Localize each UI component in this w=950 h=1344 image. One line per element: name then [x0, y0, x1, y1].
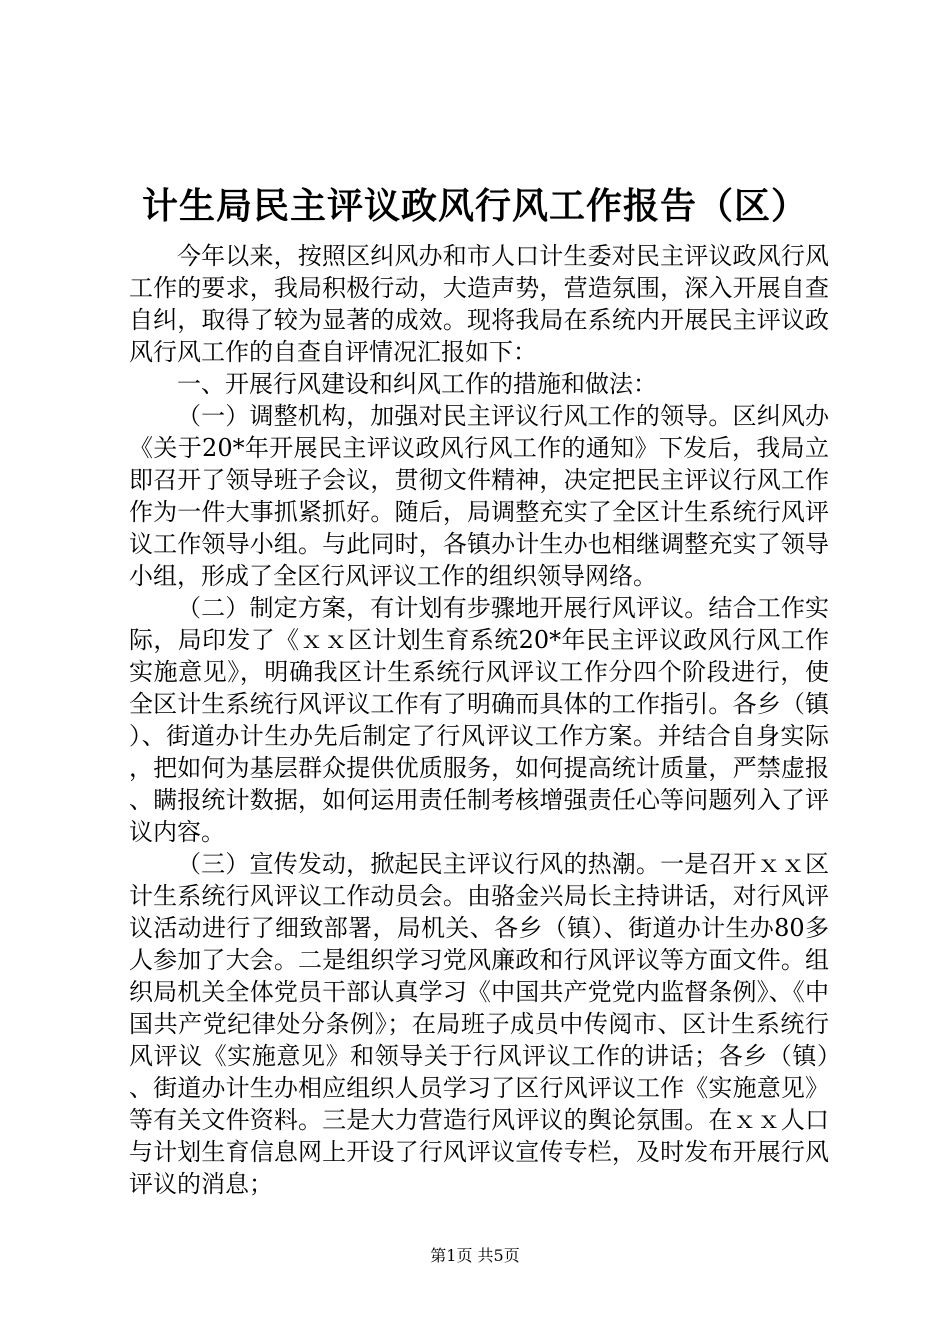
document-body: [129, 240, 829, 1200]
paragraph-item-3: （三）宣传发动，掀起民主评议行风的热潮。一是召开ｘｘ区计生系统行风评议工作动员会。由骆金兴局长主持讲话，对行风评议活动进行了细致部署，局机关、各乡（镇）、街道办计生办80多人参加了大会。二是组织学习党风廉政和行风评议等方面文件。组织局机关全体党员干部认真学习《中国共产党党内监督条例》、《中国共产党纪律处分条例》；在局班子成员中传阅市、区计生系统行风评议《实施意见》和领导关于行风评议工作的讲话；各乡（镇）、街道办计生办相应组织人员学习了区行风评议工作《实施意见》等有关文件资料。三是大力营造行风评议的舆论氛围。在ｘｘ人口与计划生育信息网上开设了行风评议宣传专栏，及时发布开展行风评议的消息；: [129, 850, 829, 1198]
paragraph-section-heading: 一、开展行风建设和纠风工作的措施和做法：: [177, 370, 657, 398]
document-title: 计生局民主评议政风行风工作报告（区）: [141, 185, 808, 227]
paragraph-item-1: （一）调整机构，加强对民主评议行风工作的领导。区纠风办《关于20*年开展民主评议政风行风工作的通知》下发后，我局立即召开了领导班子会议，贯彻文件精神，决定把民主评议行风工作作为一件大事抓紧抓好。随后，局调整充实了全区计生系统行风评议工作领导小组。与此同时，各镇办计生办也相继调整充实了领导小组，形成了全区行风评议工作的组织领导网络。: [129, 402, 829, 590]
paragraph-item-2: （二）制定方案，有计划有步骤地开展行风评议。结合工作实际，局印发了《ｘｘ区计划生育系统20*年民主评议政风行风工作实施意见》，明确我区计生系统行风评议工作分四个阶段进行，使全区计生系统行风评议工作有了明确而具体的工作指引。各乡（镇）、街道办计生办先后制定了行风评议工作方案。并结合自身实际，把如何为基层群众提供优质服务，如何提高统计质量，严禁虚报、瞒报统计数据，如何运用责任制考核增强责任心等问题列入了评议内容。: [129, 594, 829, 846]
page-number-footer: 第1页 共5页: [430, 1246, 520, 1265]
paragraph-intro: 今年以来，按照区纠风办和市人口计生委对民主评议政风行风工作的要求，我局积极行动，大造声势，营造氛围，深入开展自查自纠，取得了较为显著的成效。现将我局在系统内开展民主评议政风行风工作的自查自评情况汇报如下：: [129, 242, 829, 366]
